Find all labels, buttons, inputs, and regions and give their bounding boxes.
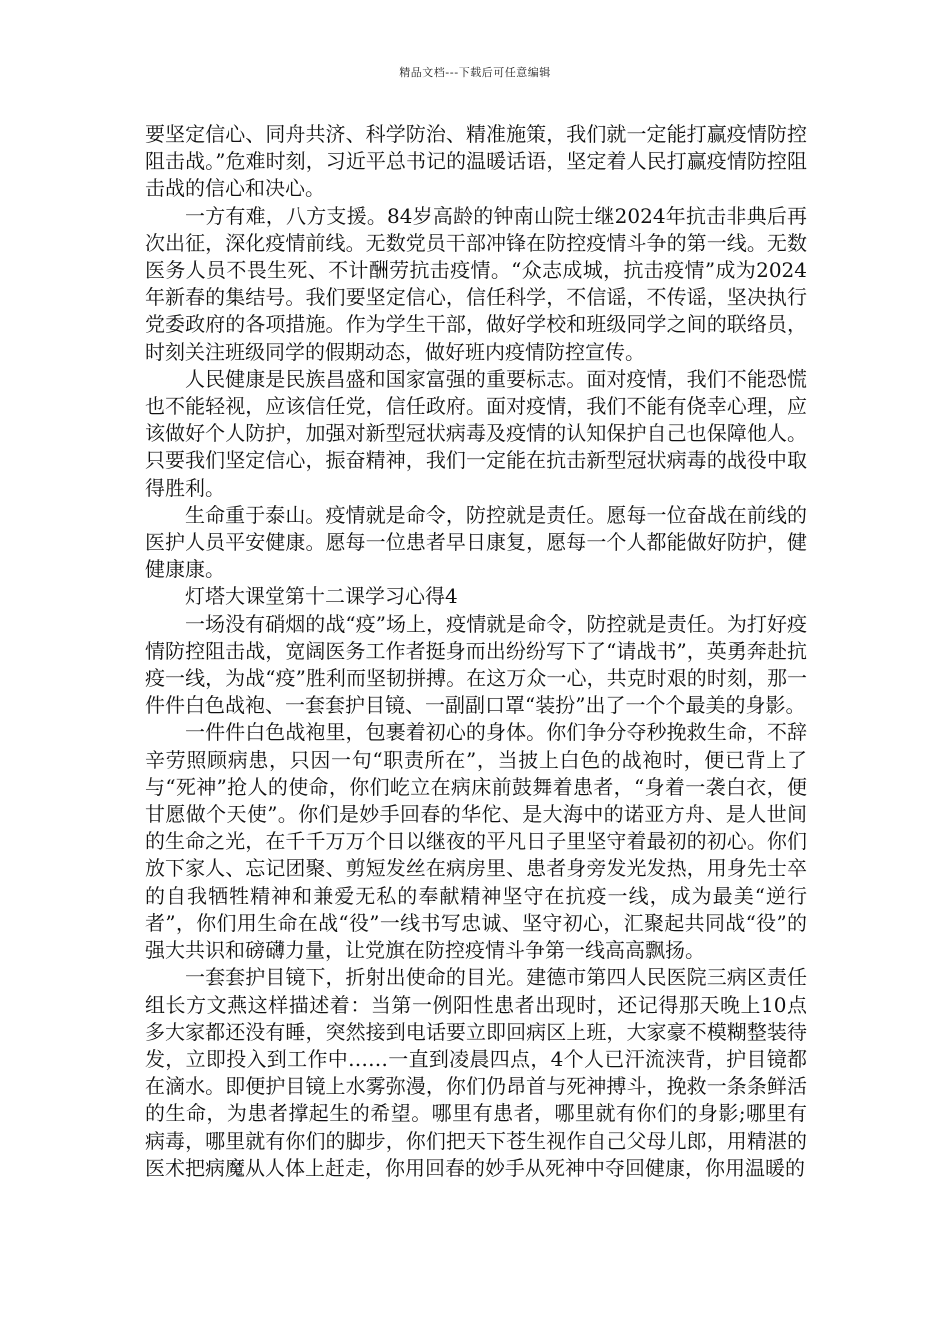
paragraph: 一套套护目镜下，折射出使命的目光。建德市第四人民医院三病区责任组长方文燕这样描述着：当第一例阳性患者出现时，还记得那天晚上10点多大家都还没有睡，突然接到电话要立即回病区上班，大家豪不模糊整装待发，立即投入到工作中……一直到凌晨四点，4个人已汗流浃背，护目镜都在滴水。即便护目镜上水雾弥漫，你们仍昂首与死神搏斗，挽救一条条鲜活的生命，为患者撑起生的希望。哪里有患者，哪里就有你们的身影;哪里有病毒，哪里就有你们的脚步，你们把天下苍生视作自己父母儿郎，用精湛的医术把病魔从人体上赶走，你用回春的妙手从死神中夺回健康，你用温暖的: [145, 965, 807, 1180]
paragraph: 要坚定信心、同舟共济、科学防治、精准施策，我们就一定能打赢疫情防控阻击战。”危难时刻，习近平总书记的温暖话语，坚定着人民打赢疫情防控阻击战的信心和决心。: [145, 122, 807, 201]
page-header: 精品文档---下载后可任意编辑: [399, 66, 551, 79]
paragraph: 一方有难，八方支援。84岁高龄的钟南山院士继2024年抗击非典后再次出征，深化疫情前线。无数党员干部冲锋在防控疫情斗争的第一线。无数医务人员不畏生死、不计酬劳抗击疫情。“众志成城，抗击疫情”成为2024年新春的集结号。我们要坚定信心，信任科学，不信谣，不传谣，坚决执行党委政府的各项措施。作为学生干部，做好学校和班级同学之间的联络员，时刻关注班级同学的假期动态，做好班内疫情防控宣传。: [145, 203, 807, 364]
paragraph: 人民健康是民族昌盛和国家富强的重要标志。面对疫情，我们不能恐慌也不能轻视，应该信任党，信任政府。面对疫情，我们不能有侥幸心理，应该做好个人防护，加强对新型冠状病毒及疫情的认知保护自己也保障他人。只要我们坚定信心，振奋精神，我们一定能在抗击新型冠状病毒的战役中取得胜利。: [145, 366, 807, 500]
paragraph: 一场没有硝烟的战“疫”场上，疫情就是命令，防控就是责任。为打好疫情防控阻击战，宽阔医务工作者挺身而出纷纷写下了“请战书”，英勇奔赴抗疫一线，为战“疫”胜利而坚韧拼搏。在这万众一心，共克时艰的时刻，那一件件白色战袍、一套套护目镜、一副副口罩“装扮”出了一个个最美的身影。: [145, 611, 807, 718]
document-body: [145, 121, 807, 1182]
paragraph: 一件件白色战袍里，包裹着初心的身体。你们争分夺秒挽救生命，不辞辛劳照顾病患，只因一句“职责所在”，当披上白色的战袍时，便已背上了与“死神”抢人的使命，你们屹立在病床前鼓舞着患者，“身着一袭白衣，便甘愿做个天使”。你们是妙手回春的华佗、是大海中的诺亚方舟、是人世间的生命之光，在千千万万个日以继夜的平凡日子里坚守着最初的初心。你们放下家人、忘记团聚、剪短发丝在病房里、患者身旁发光发热，用身先士卒的自我牺牲精神和兼爱无私的奉献精神坚守在抗疫一线，成为最美“逆行者”，你们用生命在战“役”一线书写忠诚、坚守初心，汇聚起共同战“役”的强大共识和磅礴力量，让党旗在防控疫情斗争第一线高高飘扬。: [145, 720, 807, 963]
paragraph: 生命重于泰山。疫情就是命令，防控就是责任。愿每一位奋战在前线的医护人员平安健康。愿每一位患者早日康复，愿每一个人都能做好防护，健健康康。: [145, 502, 807, 582]
section-heading: 灯塔大课堂第十二课学习心得4: [185, 584, 458, 609]
